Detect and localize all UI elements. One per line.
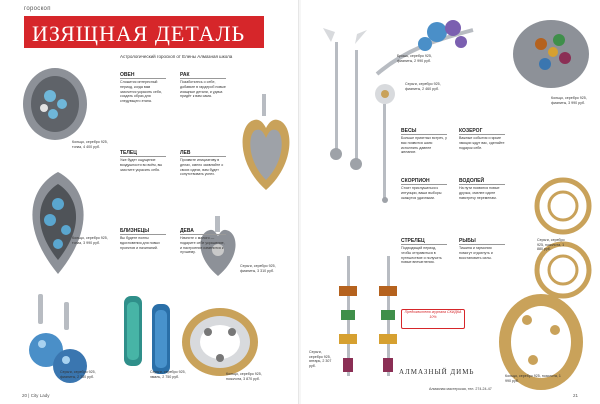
sign-cancer [180,72,226,99]
ring-image-2 [18,168,98,278]
earrings-image-amber [331,256,407,386]
sign-name: СТРЕЛЕЦ [401,238,447,245]
sign-aries [120,72,166,104]
product-caption: Серьги, серебро 925, позолота, 1 880 руб. [537,238,565,252]
sign-name: ТЕЛЕЦ [120,150,166,157]
sign-name: СКОРПИОН [401,178,447,185]
sign-name: РЫБЫ [459,238,505,245]
product-caption: Кольцо, серебро 925, топаз, 4 400 руб. [72,140,108,149]
product-caption: Серьги, серебро 925, фианиты, 2 350 руб. [60,370,96,379]
product-caption: Кольцо, серебро 925, позолота, 3 870 руб. [226,372,262,381]
sign-text: Важные события и яркие эмоции ждут вас, сделайте подарок себе. [459,136,505,150]
sign-text: Больше приятных встреч, у вас появится шанс исполнить давнее желание. [401,136,447,155]
product-caption: Брошь, серебро 925, фианиты, 2 990 руб. [397,54,432,63]
sign-name: ЛЕВ [180,150,226,157]
sign-text: Сложится интересный период, когда вам захочется украсить себя, создать образ для следующего этапа. [120,80,162,104]
product-caption: Серьги, серебро 925, фианиты, 2 460 руб. [405,82,441,91]
page-title: ИЗЯЩНАЯ ДЕТАЛЬ [32,21,246,46]
sign-scorpio [401,178,447,200]
subtitle: Астрологический гороскоп от Елены Алмазная школа [120,54,233,59]
ring-image-1 [20,64,90,142]
sign-text: Начните с малого — подарите себе украшение, и настроение изменится к лучшему. [180,236,225,255]
product-caption: Кольцо, серебро 925, топаз, 3 990 руб. [72,236,108,245]
page-number: 21 [572,393,578,398]
sign-name: ДЕВА [180,228,226,235]
left-page [0,0,299,404]
sign-leo [180,150,226,177]
brooch-image [375,10,475,80]
sign-text: Вы будете полны вдохновения для новых проектов и начинаний. [120,236,160,250]
product-caption: Серьги, серебро 925, фианиты, 3 310 руб. [240,264,276,273]
sign-text: Тишина и гармония помогут отдохнуть и восстановить силы. [459,246,493,260]
earrings-image-gold [531,170,595,302]
sign-text: Позаботьтесь о себе, добавьте в гардероб новые изящные детали, и удача придёт к вам сама. [180,80,226,99]
sign-name: ВОДОЛЕЙ [459,178,505,185]
product-caption: Серьги, серебро 925, эмаль, 2 750 руб. [150,370,186,379]
sign-taurus [120,150,166,172]
sign-name: КОЗЕРОГ [459,128,505,135]
page-footer: 20 | City Lady [22,393,50,398]
sign-text: Уже будет ощущение воздушности во всём, вы захотите украсить себя. [120,158,163,172]
sign-text: На пути появятся новые друзья, смелее идите навстречу переменам. [459,186,500,200]
product-caption: Кольцо, серебро 925, позолота, 1 990 руб. [505,374,561,383]
sign-text: Стоит прислушаться к интуиции, ваши выборы окажутся удачными. [401,186,442,200]
store-info: Алмазная мастерская, тел. 274-24-47 [429,387,492,391]
sign-capricorn [459,128,505,150]
sign-text: Подходящий период, чтобы отправиться в путешествие и получить новые впечатления. [401,246,442,265]
sign-virgo [180,228,226,255]
product-caption: Кольцо, серебро 925, фианиты, 3 990 руб. [551,96,587,105]
discount-badge: Предъявителю журнала СКИДКА 10% [401,309,465,329]
page-number: 20 [22,393,28,398]
earrings-image-butterfly [321,22,371,168]
sign-gemini [120,228,166,250]
sign-name: ОВЕН [120,72,166,79]
section-label: гороскоп [24,6,51,12]
sign-name: ВЕСЫ [401,128,447,135]
brand-logo: АЛМАЗНЫЙ ДИМЬ [399,368,475,376]
sign-libra [401,128,447,155]
earrings-image-heart [240,94,292,194]
sign-sagittarius [401,238,447,265]
product-caption: Серьги, серебро 925, янтарь, 2 307 руб. [309,350,332,368]
sign-pisces [459,238,505,260]
magazine-name: City Lady [30,393,50,398]
sign-aquarius [459,178,505,200]
earrings-image-flower [365,82,405,204]
sign-name: РАК [180,72,226,79]
ring-image-gems [511,16,591,90]
right-page [301,0,600,404]
title-banner [24,16,264,48]
ring-image-3 [180,306,260,378]
sign-text: Проявите инициативу в делах, смело заявляйте о своих идеях, вам будет сопутствовать успех. [180,158,224,177]
sign-name: БЛИЗНЕЦЫ [120,228,166,235]
